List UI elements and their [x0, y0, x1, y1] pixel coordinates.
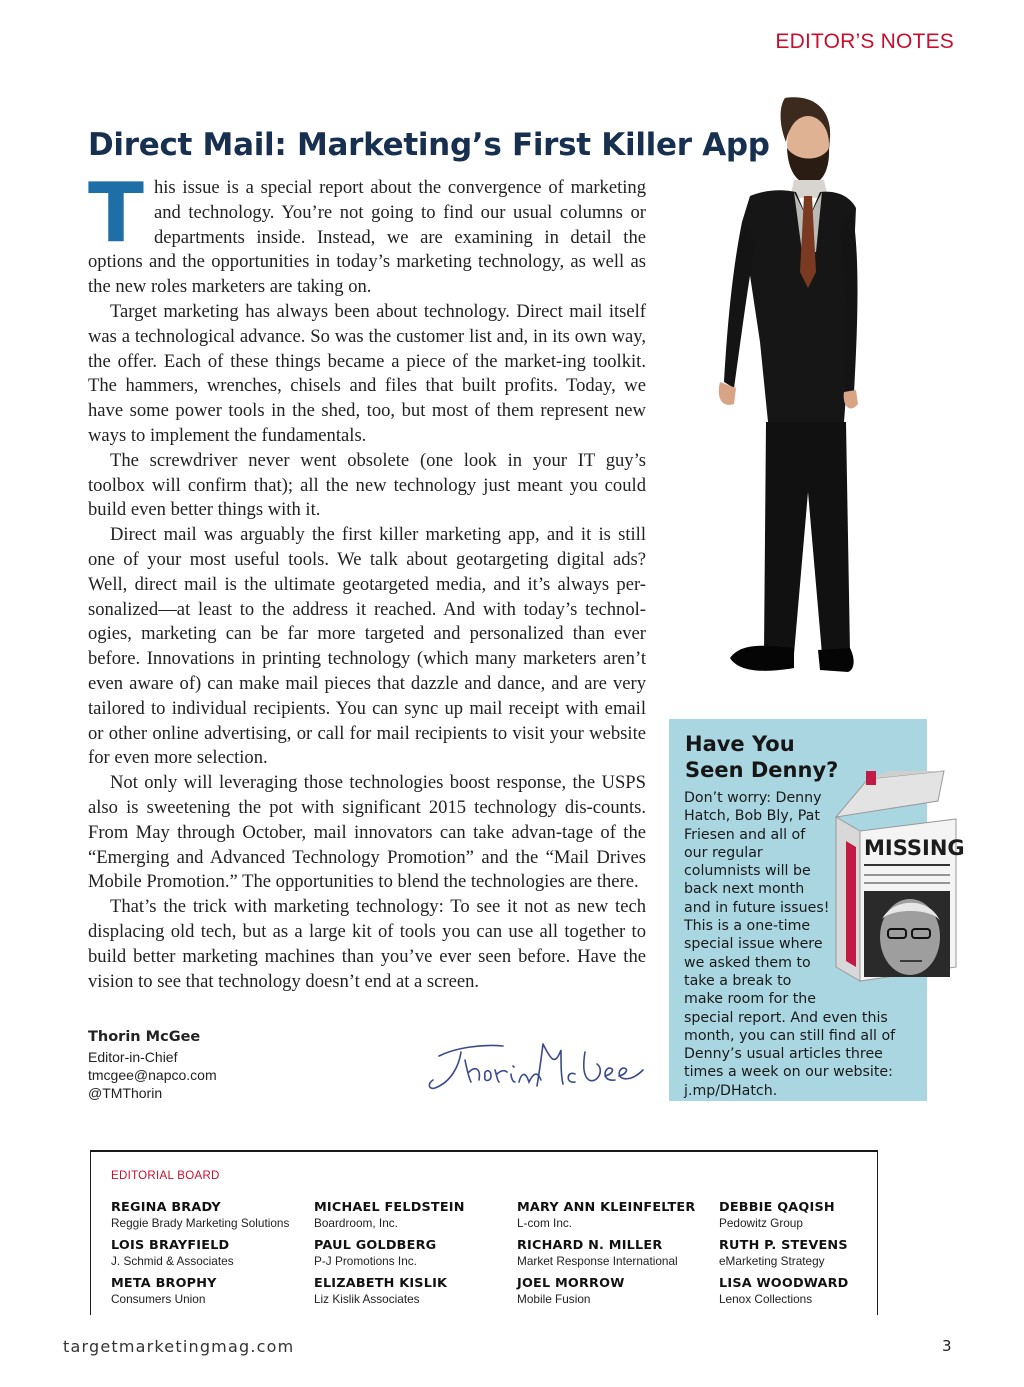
editor-photo: [690, 92, 860, 702]
paragraph: This issue is a special report about the convergence of marketing and technology. You’re not going to find our usual columns or departments inside. Instead, we are examining in detail the options and the opportunities in today’s marketing technology, as well as the new roles marketers are taking on.: [88, 166, 646, 298]
article-title: Direct Mail: Marketing’s First Killer App: [88, 127, 770, 163]
paragraph: Direct mail was arguably the first killer marketing app, and it is still one of your most useful tools. We talk about geotargeting digital ads? Well, direct mail is the ultimate geotargeted media, and it’s always per-sonalized—at least to the address it reached. And with today’s technol-ogies, marketing can be far more targeted and personalized than ever before. Innovations in printing technology (which many marketers aren’t even aware of) can make mail pieces that dazzle and dance, and are very tailored to individual recipients. You can sync up mail receipt with email or other online advertising, or call for mail recipients to visit your website for even more selection.: [88, 524, 646, 769]
footer-url[interactable]: targetmarketingmag.com: [63, 1337, 295, 1356]
board-member: LISA WOODWARD Lenox Collections: [719, 1276, 849, 1306]
article-body: [88, 166, 646, 994]
author-email[interactable]: tmcgee@napco.com: [88, 1067, 217, 1083]
board-member: REGINA BRADY Reggie Brady Marketing Solutions: [111, 1200, 290, 1230]
board-member: RICHARD N. MILLER Market Response International: [517, 1238, 678, 1268]
sidebar-text: Don’t worry: Denny Hatch, Bob Bly, Pat Friesen and all of our regular columnists will be back next month and in future issues! This is a one-time special issue where we asked them to take a break to make room for the special report. And even this month, you can still find all of Denny’s usual articles three times a week on our website: j.mp/DHatch.: [684, 789, 916, 1100]
signature: [425, 1030, 645, 1100]
board-member: PAUL GOLDBERG P-J Promotions Inc.: [314, 1238, 437, 1268]
editorial-board: [90, 1150, 878, 1315]
board-column: [719, 1200, 919, 1314]
drop-cap: T: [88, 166, 144, 261]
paragraph: Not only will leveraging those technologies boost response, the USPS also is sweetening the pot with significant 2015 technology dis-counts. From May through October, mail innovators can take advan-tage of the “Emerging and Advanced Technology Promotion” and the “Mail Drives Mobile Promotion.” The opportunities to blend the technologies are there.: [88, 772, 646, 893]
board-member: JOEL MORROW Mobile Fusion: [517, 1276, 625, 1306]
sidebar-missing: [669, 719, 965, 1101]
carton-label: MISSING: [864, 836, 965, 860]
author-handle[interactable]: @TMThorin: [88, 1085, 163, 1101]
board-column: [314, 1200, 514, 1314]
sidebar-title: Have You Seen Denny?: [685, 732, 839, 782]
author-role: Editor-in-Chief: [88, 1049, 178, 1065]
author-block: [88, 1028, 217, 1102]
paragraph: Target marketing has always been about technology. Direct mail itself was a technological advance. So was the customer list and, in its own way, the offer. Each of these things became a piece of the market-ing toolkit. The hammers, wrenches, chisels and files that built profits. Today, we have some power tools in the shed, too, but most of them represent new ways to implement the fundamentals.: [88, 300, 646, 446]
milk-carton-icon: [834, 771, 965, 983]
board-member: LOIS BRAYFIELD J. Schmid & Associates: [111, 1238, 234, 1268]
board-member: RUTH P. STEVENS eMarketing Strategy: [719, 1238, 848, 1268]
board-label: EDITORIAL BOARD: [111, 1170, 220, 1182]
board-member: MICHAEL FELDSTEIN Boardroom, Inc.: [314, 1200, 465, 1230]
board-column: [517, 1200, 717, 1314]
board-member: DEBBIE QAQISH Pedowitz Group: [719, 1200, 835, 1230]
paragraph: The screwdriver never went obsolete (one look in your IT guy’s toolbox will confirm that); all the new technology just meant you could build even better things with it.: [88, 449, 646, 521]
section-label: EDITOR’S NOTES: [775, 30, 954, 53]
board-member: MARY ANN KLEINFELTER L-com Inc.: [517, 1200, 696, 1230]
page-number: 3: [942, 1337, 952, 1355]
author-name: Thorin McGee: [88, 1029, 201, 1045]
paragraph: That’s the trick with marketing technology: To see it not as new tech displacing old tech, but as a large kit of tools you can use all together to build better marketing machines than you’ve ever seen before. Have the vision to see that technology doesn’t end at a screen.: [88, 896, 646, 992]
board-member: ELIZABETH KISLIK Liz Kislik Associates: [314, 1276, 448, 1306]
board-column: [111, 1200, 311, 1314]
board-member: META BROPHY Consumers Union: [111, 1276, 217, 1306]
